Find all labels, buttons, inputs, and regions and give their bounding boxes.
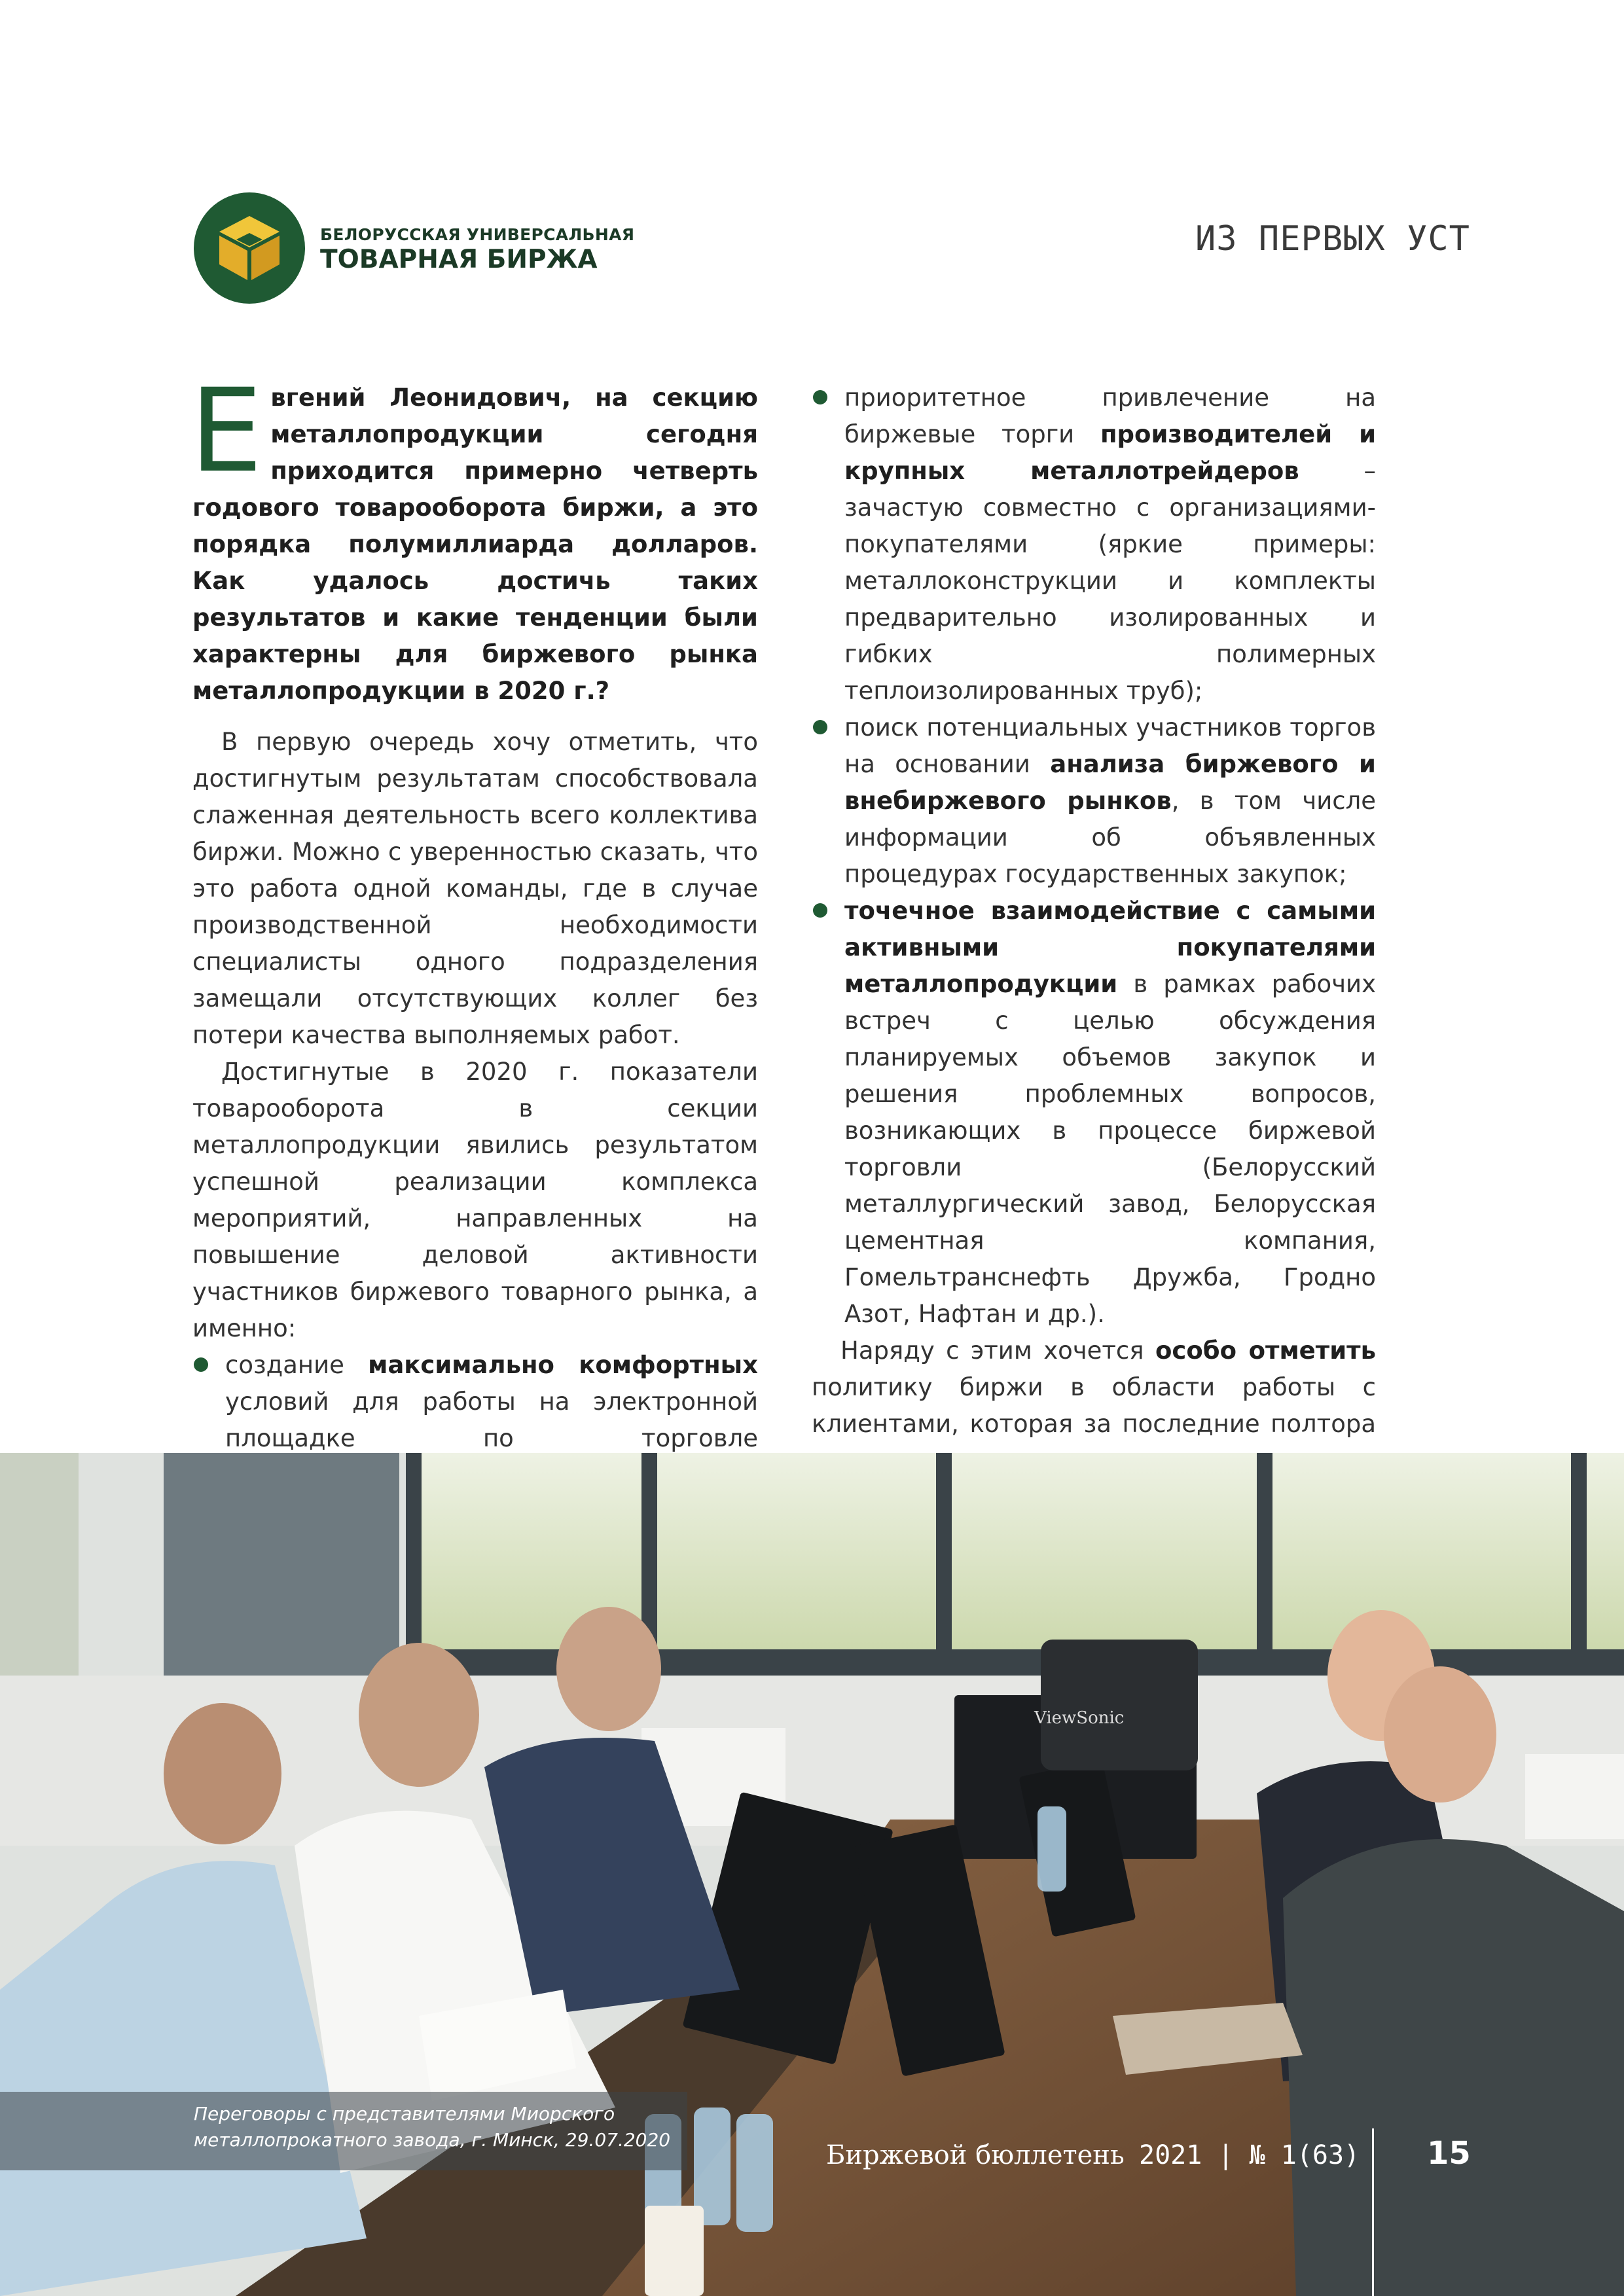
monitor-brand-label: ViewSonic: [1034, 1708, 1125, 1728]
measures-list-part2: [812, 380, 1376, 1333]
paragraph-3: Наряду с этим хочется особо отметить политику биржи в области работы с клиентами, которая за последние полтора: [812, 1336, 1376, 1438]
logo-text-line1: БЕЛОРУССКАЯ УНИВЕРСАЛЬНАЯ: [320, 225, 635, 244]
magazine-title: Биржевой бюллетень: [826, 2140, 1125, 2170]
article-column-right: [812, 380, 1376, 1516]
page-number: 15: [1427, 2135, 1471, 2172]
list-item: точечное взаимодействие с самыми активными покупателями металлопродукции в рамках рабочих встреч с целью обсуждения планируемых объемов закупок и решения проблемных вопросов, возникающих в процессе биржевой торговли (Белорусский металлургический завод, Белорусская цементная компания, Гомельтранснефть Дружба, Гродно Азот, Нафтан и др.).: [812, 893, 1376, 1333]
cube-logo-icon: [194, 192, 305, 304]
logo-text-line2: ТОВАРНАЯ БИРЖА: [320, 245, 598, 274]
exchange-logo: [194, 192, 635, 304]
list-item: приоритетное привлечение на биржевые торги производителей и крупных металлотрейдеров – зачастую совместно с организациями-покупателями (яркие примеры: металлоконструкции и комплекты предварительно изолированных и гибких полимерных теплоизолированных труб);: [812, 380, 1376, 709]
issue-number: 2021 | № 1(63): [1139, 2140, 1360, 2170]
drop-cap: Е: [190, 364, 263, 498]
paragraph-1: В первую очередь хочу отметить, что достигнутым результатам способствовала слаженная деятельность всего коллектива биржи. Можно с уверенностью сказать, что это работа одной команды, где в случае производственной необходимости специалисты одного подразделения замещали отсутствующих коллег без потери качества выполняемых работ.: [192, 728, 758, 1049]
section-label: ИЗ ПЕРВЫХ УСТ: [1195, 219, 1470, 259]
list-item: создание максимально комфортных условий для работы на электронной площадке по торговле: [192, 1347, 758, 1750]
photo-caption: Переговоры с представителями Миорского металлопрокатного завода, г. Минск, 29.07.2020: [194, 2103, 671, 2151]
footer-divider: [1372, 2128, 1374, 2296]
list-item: поиск потенциальных участников торгов на основании анализа биржевого и внебиржевого рынков, в том числе информации об объявленных процедурах государственных закупок;: [812, 709, 1376, 893]
interview-question: Евгений Леонидович, на секцию металлопродукции сегодня приходится примерно четверть годового товарооборота биржи, а это порядка полумиллиарда долларов. Как удалось достичь таких результатов и какие тенденции были характерны для биржевого рынка металлопродукции в 2020 г.?: [190, 364, 758, 705]
paragraph-2: Достигнутые в 2020 г. показатели товарооборота в секции металлопродукции явились результатом успешной реализации комплекса мероприятий, направленных на повышение деловой активности участников биржевого товарного рынка, а именно:: [192, 1058, 758, 1342]
